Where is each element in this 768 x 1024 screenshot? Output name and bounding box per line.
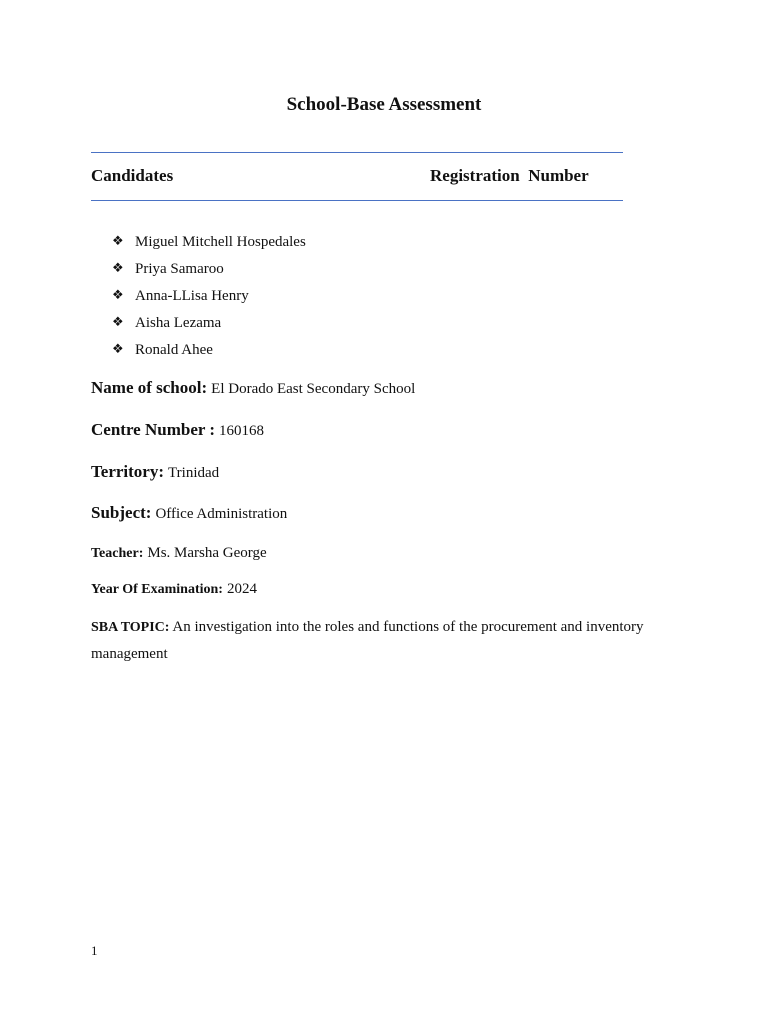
teacher-field — [91, 544, 267, 562]
diamond-bullet-icon: ❖ — [112, 342, 124, 357]
centre-number-field — [91, 420, 264, 440]
candidate-list — [112, 231, 306, 366]
school-name-value: El Dorado East Secondary School — [211, 381, 416, 397]
candidates-column-header: Candidates — [91, 166, 174, 185]
candidate-name: Ronald Ahee — [135, 342, 213, 358]
table-bottom-rule — [91, 200, 623, 201]
territory-value: Trinidad — [168, 465, 220, 481]
diamond-bullet-icon: ❖ — [112, 261, 124, 276]
page-title: School-Base Assessment — [286, 94, 482, 115]
candidate-name: Aisha Lezama — [135, 315, 222, 331]
year-of-examination-value: 2024 — [226, 581, 257, 597]
candidates-table-header — [91, 166, 623, 188]
candidate-name: Priya Samaroo — [135, 261, 224, 277]
table-top-rule — [91, 152, 623, 153]
year-of-examination-label: Year Of Examination: — [91, 582, 223, 597]
centre-number-label: Centre Number : — [91, 420, 216, 439]
subject-field — [91, 503, 287, 523]
candidate-name: Miguel Mitchell Hospedales — [135, 234, 306, 250]
year-of-examination-field — [91, 580, 257, 598]
list-item — [112, 312, 306, 339]
registration-number-column-header: Registration Number — [430, 166, 589, 185]
centre-number-value: 160168 — [219, 423, 265, 439]
sba-topic-field — [91, 614, 671, 668]
list-item — [112, 285, 306, 312]
teacher-label: Teacher: — [91, 546, 144, 561]
page-number: 1 — [91, 943, 98, 958]
list-item — [112, 258, 306, 285]
diamond-bullet-icon: ❖ — [112, 234, 124, 249]
sba-topic-label: SBA TOPIC: — [91, 620, 170, 635]
school-name-field — [91, 378, 415, 398]
territory-field — [91, 462, 219, 482]
school-name-label: Name of school: — [91, 378, 208, 397]
territory-label: Territory: — [91, 462, 165, 481]
candidate-name: Anna-LLisa Henry — [135, 288, 249, 304]
sba-topic-value: An investigation into the roles and functions of the procurement and inventory management — [91, 619, 644, 662]
subject-label: Subject: — [91, 503, 152, 522]
list-item — [112, 339, 306, 366]
subject-value: Office Administration — [155, 506, 288, 522]
diamond-bullet-icon: ❖ — [112, 288, 124, 303]
list-item — [112, 231, 306, 258]
diamond-bullet-icon: ❖ — [112, 315, 124, 330]
teacher-value: Ms. Marsha George — [147, 545, 267, 561]
